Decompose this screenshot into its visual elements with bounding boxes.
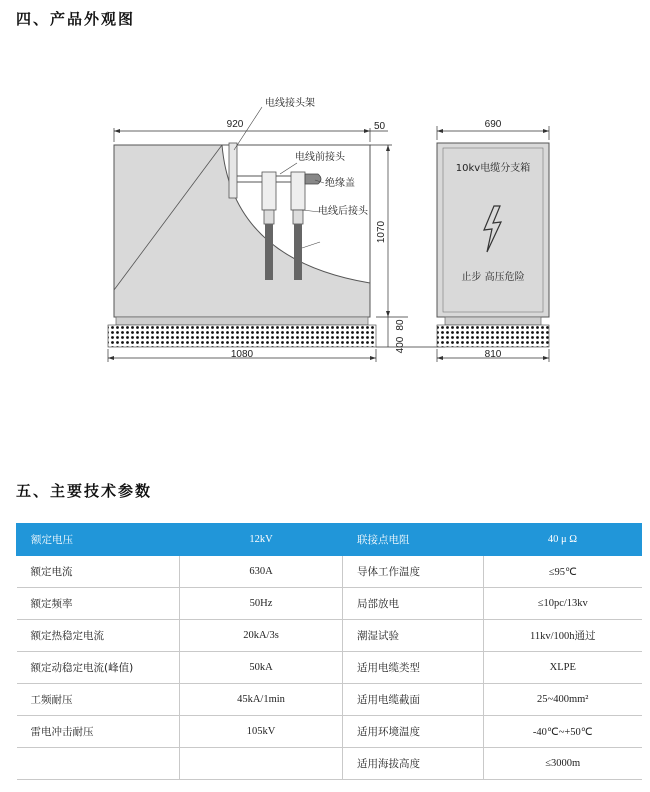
- param-value: 45kA/1min: [180, 684, 343, 716]
- param-name: 适用环境温度: [343, 716, 484, 748]
- param-name: 适用海拔高度: [343, 748, 484, 780]
- dim-width-top: 920: [226, 119, 244, 130]
- param-value: 40 μ Ω: [484, 524, 642, 556]
- param-value: ≤3000m: [484, 748, 642, 780]
- param-name: 额定电流: [17, 556, 180, 588]
- param-value: ≤95℃: [484, 556, 642, 588]
- param-value: -40℃~+50℃: [484, 716, 642, 748]
- param-name: 额定动稳定电流(峰值): [17, 652, 180, 684]
- side-view: [437, 119, 549, 362]
- table-row: [17, 652, 642, 684]
- table-row: [17, 556, 642, 588]
- label-joint-rack: 电线接头架: [265, 98, 315, 109]
- label-insulation-cap: 绝缘盖: [325, 178, 355, 189]
- param-value: 630A: [180, 556, 343, 588]
- table-header-row: [17, 524, 642, 556]
- label-rear-joint: 电线后接头: [318, 206, 368, 217]
- technical-parameters-table: [16, 523, 642, 780]
- side-cabinet-warning: 止步 高压危险: [461, 272, 525, 283]
- side-cabinet-title: 10kv电缆分支箱: [455, 163, 531, 174]
- param-value: 50kA: [180, 652, 343, 684]
- side-foundation: [437, 325, 549, 347]
- dim-width-side: 50: [374, 121, 386, 132]
- label-front-joint: 电线前接头: [295, 152, 345, 163]
- dim-base-width: 1080: [230, 349, 254, 360]
- param-name: 额定热稳定电流: [17, 620, 180, 652]
- section-title-appearance: 四、产品外观图: [16, 10, 136, 28]
- dim-height: 1070: [376, 220, 387, 244]
- param-value: 12kV: [180, 524, 343, 556]
- dim-side-base-width: 810: [484, 349, 502, 360]
- param-name: 联接点电阻: [343, 524, 484, 556]
- param-name: 额定频率: [17, 588, 180, 620]
- insulation-cap: [305, 174, 321, 184]
- param-value: 25~400mm²: [484, 684, 642, 716]
- dim-side-width-top: 690: [484, 119, 502, 130]
- dim-base-height-a: 80: [395, 319, 406, 331]
- param-value: 11kv/100h通过: [484, 620, 642, 652]
- param-name: 潮湿试验: [343, 620, 484, 652]
- front-view: [108, 96, 445, 362]
- param-name: 导体工作温度: [343, 556, 484, 588]
- param-name: 适用电缆截面: [343, 684, 484, 716]
- foundation: [108, 325, 376, 347]
- param-value: 20kA/3s: [180, 620, 343, 652]
- param-name: 工频耐压: [17, 684, 180, 716]
- table-row: [17, 684, 642, 716]
- param-value: ≤10pc/13kv: [484, 588, 642, 620]
- param-value: 105kV: [180, 716, 343, 748]
- param-name: 额定电压: [17, 524, 180, 556]
- section-title-params: 五、主要技术参数: [16, 482, 153, 500]
- dim-base-height-b: 400: [395, 336, 406, 354]
- table-row: [17, 588, 642, 620]
- param-value: [180, 748, 343, 780]
- param-name: 适用电缆类型: [343, 652, 484, 684]
- param-name: 雷电冲击耐压: [17, 716, 180, 748]
- param-name: 局部放电: [343, 588, 484, 620]
- table-row: [17, 716, 642, 748]
- table-row: [17, 620, 642, 652]
- param-name: [17, 748, 180, 780]
- param-value: 50Hz: [180, 588, 343, 620]
- table-row: [17, 748, 642, 780]
- param-value: XLPE: [484, 652, 642, 684]
- joint-rack: [229, 143, 237, 198]
